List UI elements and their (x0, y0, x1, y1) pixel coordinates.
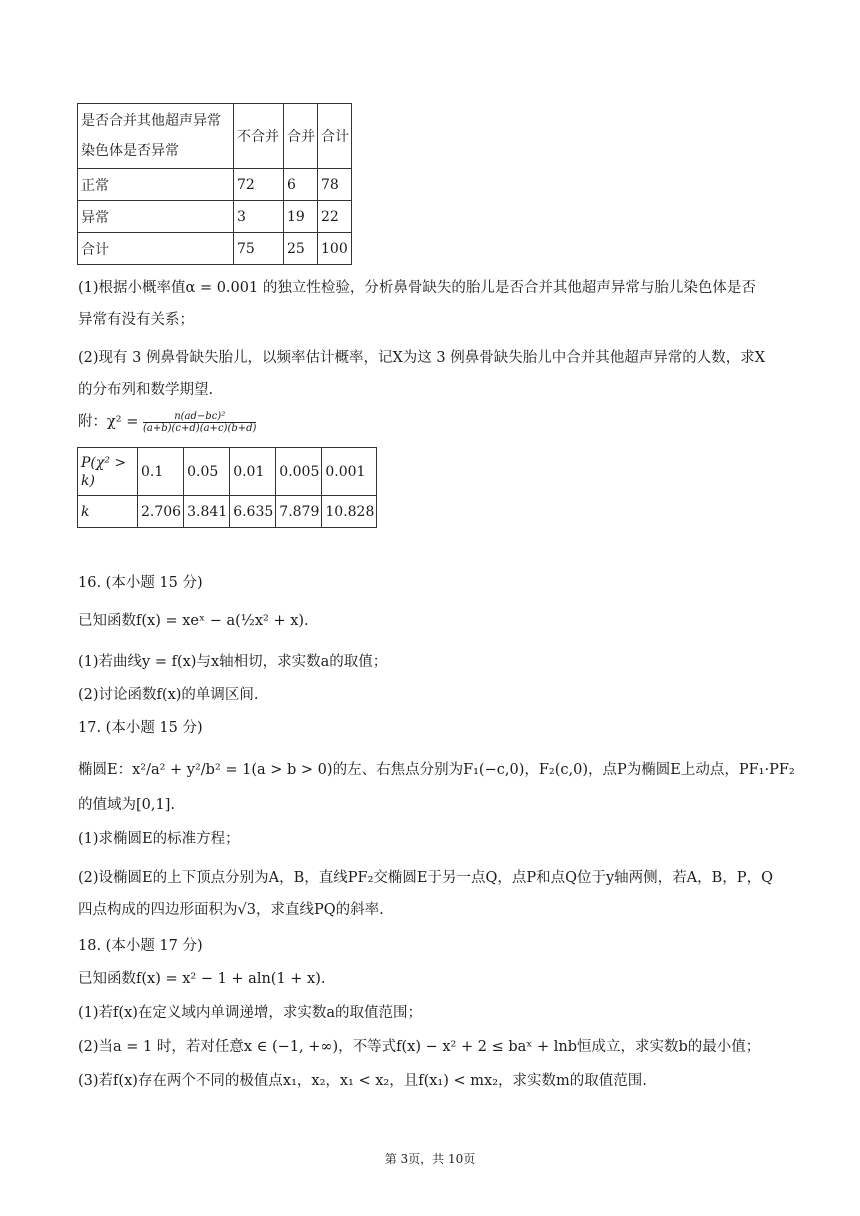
q18-title: 18. (本小题 17 分) (78, 938, 203, 954)
table-cell: 25 (284, 233, 318, 265)
chi-square-formula (78, 410, 256, 434)
table-cell: 10.828 (322, 496, 377, 528)
table-cell: 75 (234, 233, 284, 265)
formula-denominator: (a+b)(c+d)(a+c)(b+d) (142, 422, 257, 434)
q18-stem: 已知函数f(x) = x² − 1 + aln(1 + x). (78, 971, 326, 987)
table-header-cell: P(χ² > k) (78, 448, 138, 496)
table-header-cell: 合并 (284, 104, 318, 169)
q15-part2-line2: 的分布列和数学期望. (78, 382, 214, 398)
table-cell: 0.1 (138, 448, 184, 496)
q18-part3: (3)若f(x)存在两个不同的极值点x₁，x₂，x₁ < x₂，且f(x₁) < mx₂，求实数m的取值范围. (78, 1073, 647, 1089)
page-footer: 第 3页，共 10页 (384, 1152, 476, 1166)
q17-part2-line1: (2)设椭圆E的上下顶点分别为A，B，直线PF₂交椭圆E于另一点Q，点P和点Q位于y轴两侧，若A，B，P，Q (78, 870, 773, 886)
q16-stem: 已知函数f(x) = xeˣ − a(½x² + x). (78, 613, 309, 629)
table-cell: 3 (234, 201, 284, 233)
q16-title: 16. (本小题 15 分) (78, 575, 203, 591)
q16-part2: (2)讨论函数f(x)的单调区间. (78, 687, 259, 703)
table-cell: 78 (318, 169, 352, 201)
critical-value-table (77, 447, 377, 528)
q17-stem-line2: 的值域为[0,1]. (78, 797, 175, 813)
table-header-cell: 是否合并其他超声异常染色体是否异常 (78, 104, 234, 169)
table-cell: 异常 (78, 201, 234, 233)
table-cell: 正常 (78, 169, 234, 201)
q17-stem: 椭圆E：x²/a² + y²/b² = 1(a > b > 0)的左、右焦点分别为F₁(−c,0)，F₂(c,0)，点P为椭圆E上动点，PF₁·PF₂ (78, 762, 795, 778)
table-cell: 22 (318, 201, 352, 233)
q18-part1: (1)若f(x)在定义域内单调递增，求实数a的取值范围； (78, 1005, 423, 1021)
formula-numerator: n(ad−bc)² (143, 411, 256, 423)
table-cell: 72 (234, 169, 284, 201)
table-cell: 0.01 (230, 448, 276, 496)
formula-prefix: 附：χ² = (78, 414, 139, 430)
table-header-cell: k (78, 496, 138, 528)
table-cell: 3.841 (184, 496, 230, 528)
table-header-cell: 合计 (318, 104, 352, 169)
table-header-cell: 不合并 (234, 104, 284, 169)
contingency-table (77, 103, 352, 265)
table-cell: 6 (284, 169, 318, 201)
q15-part1-line2: 异常有没有关系； (78, 312, 194, 328)
table-cell: 0.05 (184, 448, 230, 496)
q16-part1: (1)若曲线y = f(x)与x轴相切，求实数a的取值； (78, 654, 388, 670)
q15-part1-line1: (1)根据小概率值α = 0.001 的独立性检验，分析鼻骨缺失的胎儿是否合并其他超声异常与胎儿染色体是否 (78, 280, 756, 296)
table-cell: 0.005 (276, 448, 322, 496)
q17-title: 17. (本小题 15 分) (78, 720, 203, 736)
table-cell: 100 (318, 233, 352, 265)
q17-part2-line2: 四点构成的四边形面积为√3，求直线PQ的斜率. (78, 902, 384, 918)
table-cell: 2.706 (138, 496, 184, 528)
formula-fraction (143, 411, 256, 434)
table-cell: 合计 (78, 233, 234, 265)
table-cell: 6.635 (230, 496, 276, 528)
table-cell: 0.001 (322, 448, 377, 496)
q18-part2: (2)当a = 1 时，若对任意x ∈ (−1, +∞)，不等式f(x) − x² + 2 ≤ baˣ + lnb恒成立，求实数b的最小值； (78, 1039, 761, 1055)
table-cell: 19 (284, 201, 318, 233)
q15-part2-line1: (2)现有 3 例鼻骨缺失胎儿，以频率估计概率，记X为这 3 例鼻骨缺失胎儿中合并其他超声异常的人数，求X (78, 350, 766, 366)
q17-part1: (1)求椭圆E的标准方程； (78, 831, 240, 847)
table-cell: 7.879 (276, 496, 322, 528)
